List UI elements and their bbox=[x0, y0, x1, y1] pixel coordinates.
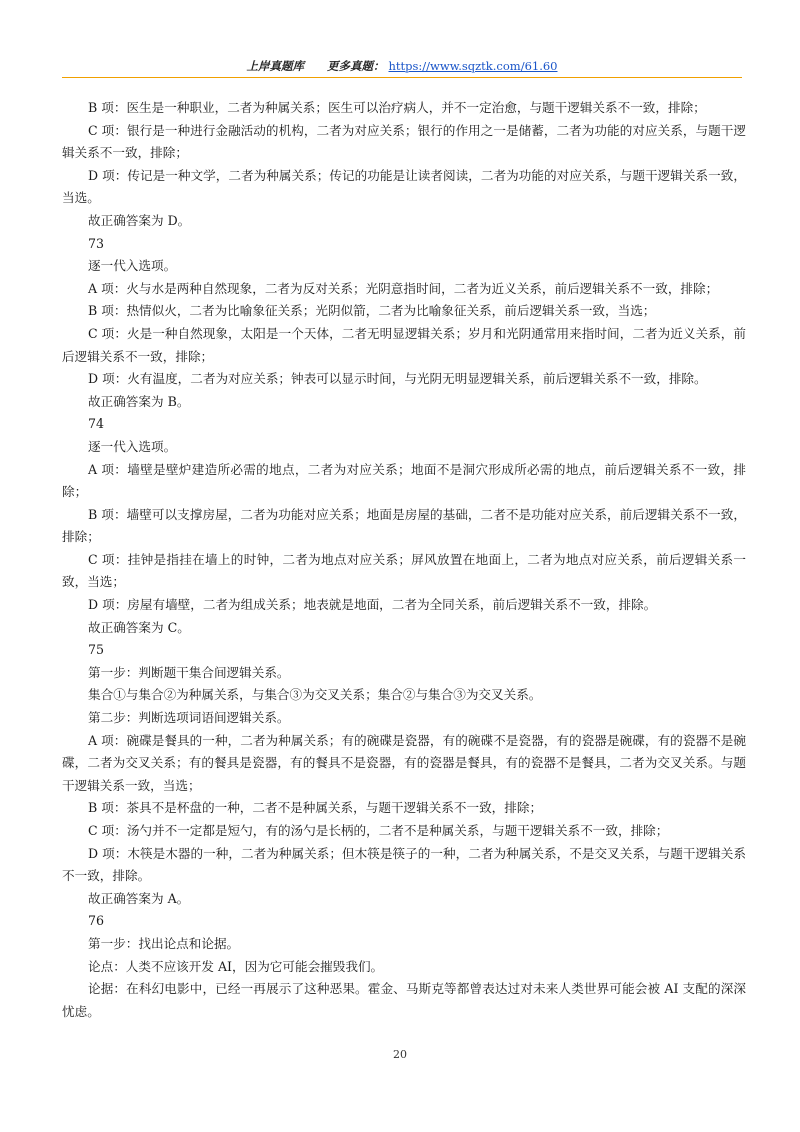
answer-line: 故正确答案为 D。 bbox=[88, 212, 191, 228]
paragraph: A 项：墙壁是壁炉建造所必需的地点，二者为对应关系；地面不是洞穴形成所必需的地点，前后逻辑关系不一致，排除； bbox=[62, 461, 746, 500]
header-divider bbox=[62, 77, 742, 78]
answer-line: 故正确答案为 B。 bbox=[88, 393, 190, 409]
answer-line: 故正确答案为 C。 bbox=[88, 619, 190, 635]
paragraph: 逐一代入选项。 bbox=[88, 258, 177, 274]
paragraph: 第一步：找出论点和论据。 bbox=[88, 935, 240, 951]
paragraph: 第二步：判断选项词语间逻辑关系。 bbox=[88, 710, 290, 726]
question-number: 76 bbox=[88, 913, 105, 929]
paragraph: C 项：挂钟是指挂在墙上的时钟，二者为地点对应关系；屏风放置在地面上，二者为地点对应关系，前后逻辑关系一致，当选； bbox=[62, 551, 746, 590]
paragraph: C 项：汤勺并不一定都是短勺，有的汤勺是长柄的，二者不是种属关系，与题干逻辑关系不一致，排除； bbox=[88, 823, 669, 838]
question-number: 73 bbox=[88, 235, 105, 251]
paragraph: 论据：在科幻电影中，已经一再展示了这种恶果。霍金、马斯克等都曾表达过对未来人类世界可能会被 AI 支配的深深忧虑。 bbox=[62, 981, 746, 1019]
question-number: 74 bbox=[88, 416, 105, 432]
question-number: 75 bbox=[88, 642, 105, 658]
paragraph: D 项：火有温度，二者为对应关系；钟表可以显示时间，与光阴无明显逻辑关系，前后逻辑关系不一致，排除。 bbox=[88, 371, 707, 387]
paragraph: B 项：茶具不是杯盘的一种，二者不是种属关系，与题干逻辑关系不一致，排除； bbox=[88, 800, 543, 816]
paragraph: D 项：传记是一种文学，二者为种属关系；传记的功能是让读者阅读，二者为功能的对应关系，与题干逻辑关系一致，当选。 bbox=[62, 167, 746, 206]
paragraph: A 项：火与水是两种自然现象，二者为反对关系；光阴意指时间，二者为近义关系，前后逻辑关系不一致，排除； bbox=[88, 280, 719, 296]
paragraph: D 项：木筷是木器的一种，二者为种属关系；但木筷是筷子的一种，二者为种属关系，不是交叉关系，与题干逻辑关系不一致，排除。 bbox=[62, 845, 746, 884]
paragraph: 集合①与集合②为种属关系，与集合③为交叉关系；集合②与集合③为交叉关系。 bbox=[88, 687, 542, 703]
page-number: 20 bbox=[393, 1048, 407, 1061]
answer-line: 故正确答案为 A。 bbox=[88, 890, 190, 906]
paragraph: 逐一代入选项。 bbox=[88, 438, 177, 454]
header-label: 上岸真题库 更多真题： bbox=[246, 59, 385, 73]
paragraph: 第一步：判断题干集合间逻辑关系。 bbox=[88, 664, 290, 680]
paragraph: B 项：医生是一种职业，二者为种属关系；医生可以治疗病人，并不一定治愈，与题干逻辑关系不一致，排除； bbox=[88, 100, 706, 115]
paragraph: C 项：火是一种自然现象，太阳是一个天体，二者无明显逻辑关系；岁月和光阴通常用来指时间，二者为近义关系，前后逻辑关系不一致，排除； bbox=[62, 325, 746, 364]
paragraph: B 项：墙壁可以支撑房屋，二者为功能对应关系；地面是房屋的基础，二者不是功能对应关系，前后逻辑关系不一致，排除； bbox=[62, 506, 746, 545]
paragraph: 论点：人类不应该开发 AI，因为它可能会摧毁我们。 bbox=[88, 958, 384, 974]
page-header bbox=[62, 56, 742, 76]
paragraph: B 项：热情似火，二者为比喻象征关系；光阴似箭，二者为比喻象征关系，前后逻辑关系一致，当选； bbox=[88, 303, 656, 319]
header-url-link[interactable]: https://www.sqztk.com/61.60 bbox=[388, 59, 558, 73]
document-body bbox=[62, 97, 746, 1023]
paragraph: A 项：碗碟是餐具的一种，二者为种属关系；有的碗碟是瓷器，有的碗碟不是瓷器，有的瓷器是碗碟，有的瓷器不是碗碟，二者为交叉关系；有的餐具是瓷器，有的餐具不是瓷器，有的瓷器是餐具，有的瓷器不是餐具，二者为交叉关系。与题干逻辑关系一致，当选； bbox=[62, 732, 746, 793]
paragraph: C 项：银行是一种进行金融活动的机构，二者为对应关系；银行的作用之一是储蓄，二者为功能的对应关系，与题干逻辑关系不一致，排除； bbox=[62, 122, 746, 161]
paragraph: D 项：房屋有墙壁，二者为组成关系；地表就是地面，二者为全同关系，前后逻辑关系不一致，排除。 bbox=[88, 597, 657, 613]
